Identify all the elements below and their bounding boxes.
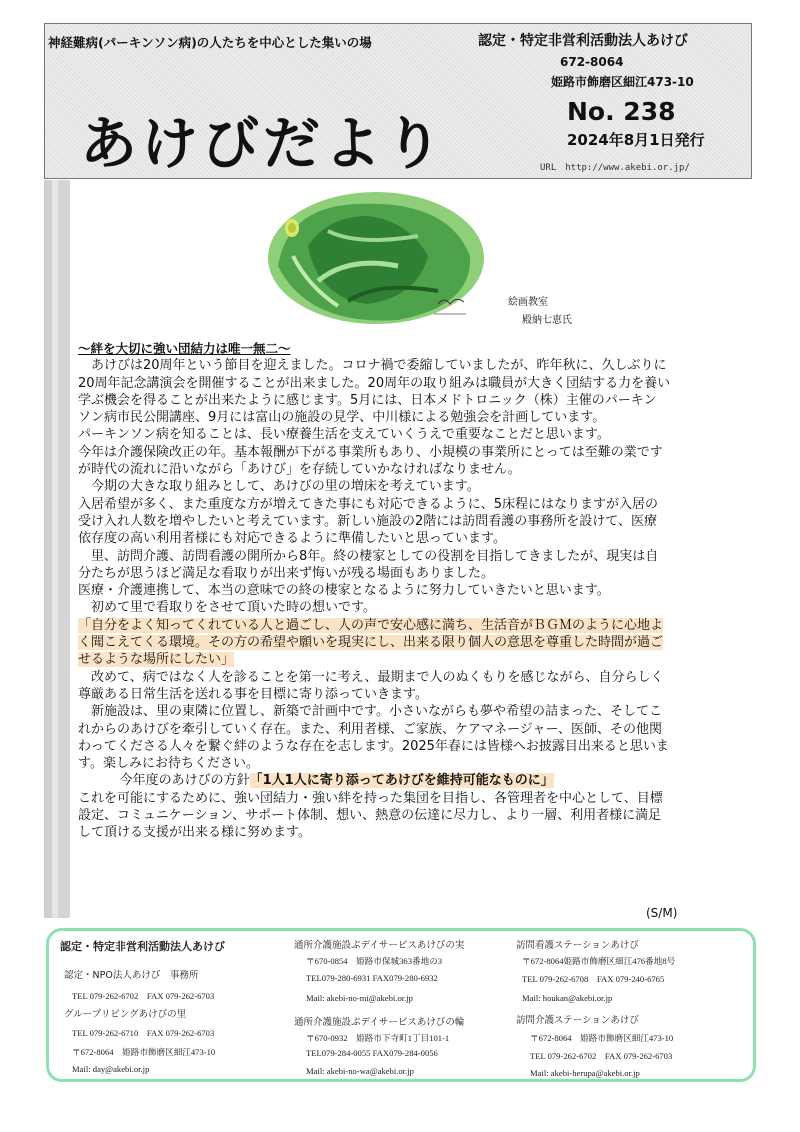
article-line: 改めて、病ではなく人を診ることを第一に考え、最期まで人のぬくもりを感じながら、自分らしく bbox=[91, 669, 664, 685]
footer-daycare-wa-title: 通所介護施設ぷデイサービスあけびの輪 bbox=[294, 1017, 465, 1028]
policy-line bbox=[78, 772, 750, 789]
masthead-tagline: 神経難病(パーキンソン病)の人たちを中心とした集いの場 bbox=[48, 35, 372, 50]
article-line: れからのあけびを牽引していく存在。また、利用者様、ご家族、ケアマネージャー、医師、その他関 bbox=[78, 721, 662, 737]
article-line: 新施設は、里の東隣に位置し、新築で計画中です。小さいながらも夢や希望の詰まった、そしてこ bbox=[91, 704, 662, 720]
highlighted-quote-line: く聞こえてくる環境。その方の希望や願いを現実にし、出来る限り個人の意思を尊重した時間が過ご bbox=[78, 635, 664, 651]
left-decorative-strip bbox=[44, 180, 70, 918]
article-line: 今年は介護保険改正の年。基本報酬が下がる事業所もあり、小規模の事業所にとっては至難の業です bbox=[78, 444, 663, 460]
footer-daycare-mi-address: 〒670-0854 姫路市保城363番地の3 bbox=[306, 956, 443, 966]
article-line: 学ぶ機会を得ることが出来たように感じます。5月には、日本メドトロニック（株）主催のパーキン bbox=[78, 392, 657, 408]
issue-date: 2024年8月1日発行 bbox=[567, 131, 705, 149]
pumpkin-painting bbox=[248, 186, 486, 324]
footer-daycare-mi-tel: TEL079-280-6931 FAX079-280-6932 bbox=[306, 973, 438, 983]
footer-office-title: 認定・NPO法人あけび 事務所 bbox=[64, 970, 199, 981]
article-line: して頂ける支援が出来る様に努めます。 bbox=[78, 825, 311, 841]
footer-nursing-address: 〒672-8064姫路市飾磨区細江476番地8号 bbox=[522, 956, 676, 966]
article-heading: ～絆を大切に強い団結力は唯一無二～ bbox=[78, 341, 291, 356]
article-line: 入居希望が多く、また重度な方が増えてきた事にも対応できるように、5床程にはなりますが入居の bbox=[78, 496, 659, 512]
article-line: 里、訪問介護、訪問看護の開所から8年。終の棲家としての役割を目指してきましたが、現実は自 bbox=[91, 548, 659, 564]
article-line: あけびは20周年という節目を迎えました。コロナ禍で委縮していましたが、昨年秋に、久しぶりに bbox=[91, 358, 667, 374]
article-line: 設定、コミュニケーション、サポート体制、想い、熱意の伝達に尽力し、より一層、利用者様に満足 bbox=[78, 808, 662, 824]
website-url[interactable]: URL http://www.akebi.or.jp/ bbox=[540, 163, 690, 173]
footer-daycare-wa-tel: TEL079-284-0055 FAX079-284-0056 bbox=[306, 1048, 438, 1058]
article-line: す。楽しみにお待ちください。 bbox=[78, 756, 259, 772]
article-line: ソン病市民公開講座、9月には富山の施設の見学、中川様による勉強会を計画しています。 bbox=[78, 410, 606, 426]
illustration-caption-artist: 殿納七恵氏 bbox=[522, 315, 572, 326]
article-line: 初めて里で看取りをさせて頂いた時の想いです。 bbox=[91, 600, 376, 616]
article-line: パーキンソン病を知ることは、長い療養生活を支えていくうえで重要なことだと思います。 bbox=[78, 427, 610, 443]
illustration-caption-class: 絵画教室 bbox=[508, 297, 548, 308]
footer-nursing-mail[interactable]: Mail: houkan@akebi.or.jp bbox=[522, 993, 613, 1003]
publisher-postal-code: 672-8064 bbox=[560, 55, 624, 69]
footer-daycare-wa-address: 〒670-0932 姫路市下寺町1丁目101-1 bbox=[306, 1033, 450, 1043]
article-line: 受け入れ人数を増やしたいと考えています。新しい施設の2階には訪問看護の事務所を設けて、医療 bbox=[78, 513, 657, 529]
article-line: わってくださる人々を繋ぐ絆のような存在を志します。2025年春には皆様へお披露目出来ると思いま bbox=[78, 738, 669, 754]
publisher-address: 姫路市飾磨区細江473-10 bbox=[551, 75, 694, 89]
footer-office-tel: TEL 079-262-6702 FAX 079-262-6703 bbox=[72, 991, 215, 1001]
article-body bbox=[78, 340, 750, 842]
footer-nursing-tel: TEL 079-262-6708 FAX 079-240-6765 bbox=[522, 974, 665, 984]
footer-homecare-tel: TEL 079-262-6702 FAX 079-262-6703 bbox=[530, 1051, 673, 1061]
footer-group-tel: TEL 079-262-6710 FAX 079-262-6703 bbox=[72, 1028, 215, 1038]
footer-daycare-mi-mail[interactable]: Mail: akebi-no-mi@akebi.or.jp bbox=[306, 993, 413, 1003]
newsletter-title: あけびだより bbox=[80, 111, 446, 177]
highlighted-quote-line: 「自分をよく知ってくれている人と過ごし、人の声で安心感に満ち、生活音がＢＧＭのように心地よ bbox=[78, 617, 664, 633]
article-line: 依存度の高い利用者様にも対応できるように準備したいと思っています。 bbox=[78, 531, 506, 547]
footer-homecare-mail[interactable]: Mail: akebi-herupa@akebi.or.jp bbox=[530, 1068, 640, 1078]
article-line: が時代の流れに沿いながら「あけび」を存続していかなければなりません。 bbox=[78, 462, 521, 478]
article-line: 尊厳ある日常生活を送れる事を目標に寄り添っていきます。 bbox=[78, 686, 428, 702]
footer-homecare-address: 〒672-8064 姫路市飾磨区細江473-10 bbox=[530, 1033, 674, 1043]
article-line: 分たちが思うほど満足な看取りが出来ず悔いが残る場面もありました。 bbox=[78, 565, 495, 581]
highlighted-quote-line: せるような場所にしたい」 bbox=[78, 652, 235, 668]
footer-group-mail[interactable]: Mail: day@akebi.or.jp bbox=[72, 1064, 150, 1074]
article-line: 20周年記念講演会を開催することが出来ました。20周年の取り組みは職員が大きく団結する力を養い bbox=[78, 375, 671, 391]
footer-daycare-mi-title: 通所介護施設ぷデイサービスあけびの実 bbox=[294, 940, 465, 951]
publisher-name: 認定・特定非営利活動法人あけび bbox=[478, 33, 688, 49]
article-line: 医療・介護連携して、本当の意味での終の棲家となるように努力していきたいと思います。 bbox=[78, 583, 610, 599]
footer-group-address: 〒672-8064 姫路市飾磨区細江473-10 bbox=[72, 1047, 216, 1057]
footer-daycare-wa-mail[interactable]: Mail: akebi-no-wa@akebi.or.jp bbox=[306, 1066, 414, 1076]
policy-prefix: 今年度のあけびの方針 bbox=[119, 773, 250, 789]
footer-org-name: 認定・特定非営利活動法人あけび bbox=[60, 940, 225, 953]
issue-number: No. 238 bbox=[567, 97, 676, 126]
footer-nursing-title: 訪問看護ステーションあけび bbox=[516, 940, 639, 951]
footer-group-title: グループリビングあけびの里 bbox=[64, 1009, 187, 1020]
footer-homecare-title: 訪問介護ステーションあけび bbox=[516, 1015, 639, 1026]
author-initials: (S/M) bbox=[646, 906, 678, 920]
policy-statement: 「1人1人に寄り添ってあけびを維持可能なものに」 bbox=[249, 773, 554, 789]
article-line: これを可能にするために、強い団結力・強い絆を持った集団を目指し、各管理者を中心として、目標 bbox=[78, 790, 663, 806]
article-line: 今期の大きな取り組みとして、あけびの里の増床を考えています。 bbox=[91, 479, 480, 495]
